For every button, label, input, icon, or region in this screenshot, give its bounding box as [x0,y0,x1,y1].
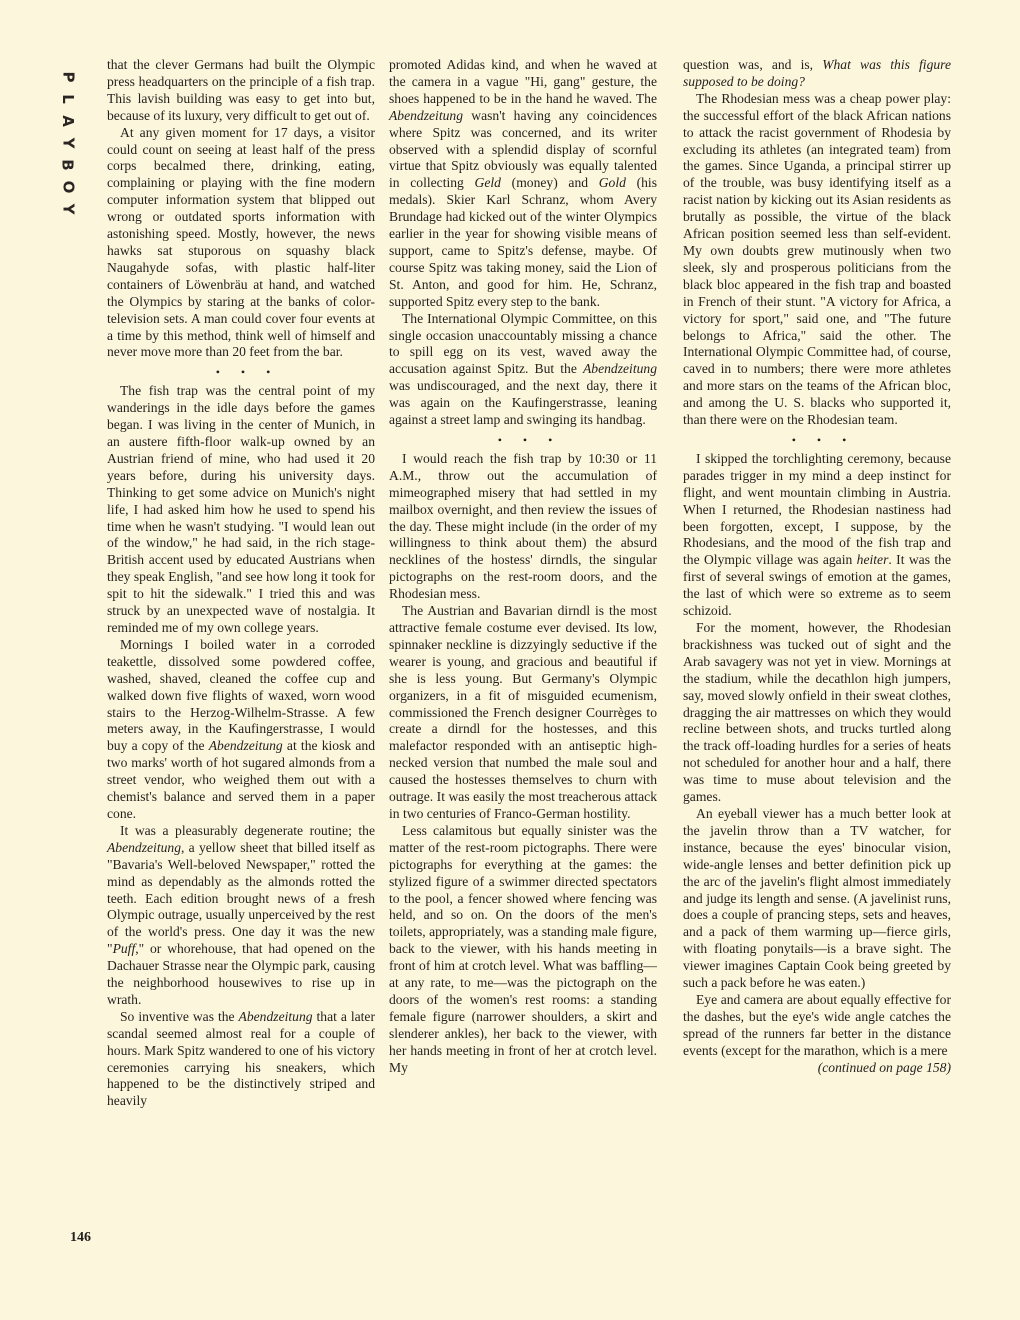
body-paragraph: Less calamitous but equally sinister was the matter of the rest-room pictographs. There were pictographs for everything at the games: the stylized figure of a swimmer directed spectators to the pool, a fencer showed where fencing was held, and so on. On the doors of the men's toilets, appropriately, was a standing male figure, back to the viewer, with his hands meeting in front of him at crotch level. What was baffling—at any rate, to me—was the pictograph on the doors of the women's rest rooms: a standing female figure (narrower shoulders, a skirt and slenderer ankles), her back to the viewer, with her hands meeting in front of her at crotch level. My [389,822,657,1075]
continued-note: (continued on page 158) [817,1059,951,1075]
body-paragraph: At any given moment for 17 days, a visitor could count on seeing at least half of the press corps becalmed there, drinking, eating, complaining or playing with the fine modern computer information system that blipped out wrong or outdated sports information with astonishing speed. Mostly, however, the news hawks sat stuporous on squashy black Naugahyde sofas, with plastic half-liter containers of Löwenbräu at hand, and watched the Olympics by staring at the banks of color-television sets. A man could cover four events at a time by this method, think well of himself and never move more than 20 feet from the bar. [107,124,375,360]
text-column-3 [683,57,951,1076]
masthead-letter: Y [59,203,77,215]
text-column-2 [389,57,657,1076]
masthead-letter: P [59,71,77,83]
body-paragraph: Mornings I boiled water in a corroded teakettle, dissolved some powdered coffee, washed, shaved, cleaned the coffee cup and walked down five flights of waxed, worn wood stairs to the Herzog-Wilhelm-Strasse. A few meters away, in the Kaufingerstrasse, I would buy a copy of the Abendzeitung at the kiosk and two marks' worth of hot sugared almonds from a street vendor, who weighed them out with a chemist's balance and served them in a paper cone. [107,636,375,821]
body-paragraph: For the moment, however, the Rhodesian brackishness was tucked out of sight and the Arab savagery was not yet in view. Mornings at the stadium, while the decathlon high jumpers, say, moved slowly onfield in their sweat clothes, dragging the air mattresses on which they would recline between shots, and trucks turtled along the track off-loading hurdles for a series of heats not scheduled for another hour and a half, there was time to muse about television and the games. [683,620,951,805]
section-separator: • • • [215,365,280,380]
body-paragraph: The Austrian and Bavarian dirndl is the most attractive female costume ever devised. Its low, spinnaker neckline is dizzyingly seductive if the wearer is young, and gracious and beautiful if she is less young. But Germany's Olympic organizers, in a fit of misguided ecumenism, commissioned the French designer Courrèges to create a dirndl for the hostesses, and this malefactor responded with an antiseptic high-necked version that numbed the male soul and caused the hostesses themselves to churn with outrage. It was easily the most treacherous attack in two centuries of Franco-German hostility. [389,603,657,821]
body-paragraph: The Rhodesian mess was a cheap power play: the successful effort of the black African nations to attack the racist government of Rhodesia by excluding its athletes (an integrated team) from the games. Since Uganda, a principal stirrer up of the trouble, was busy identifying itself as a racist nation by kicking out its Asian residents as brutally as possible, the virtue of the black African position seemed less than self-evident. My own doubts grew mutinously when two sleek, sly and prosperous politicians from the black bloc appeared in the fish trap and boasted in French of their stunt. "A victory for Africa, a victory for sport," said one, and "The future belongs to Africa," said the other. The International Olympic Committee had, of course, caved in to numbers; there were more athletes and more stars on the teams of the African bloc, and among the U. S. blacks who supported it, than there were on the Rhodesian team. [683,90,951,428]
body-paragraph: I would reach the fish trap by 10:30 or 11 A.M., throw out the accumulation of mimeographed misery that had settled in my mailbox overnight, and then review the issues of the day. These might include (in the order of my willingness to think about them) the absurd necklines of the hostess' dirndls, the singular pictographs on the rest-room doors, and the Rhodesian mess. [389,450,657,602]
magazine-masthead-vertical [56,66,80,220]
masthead-letter: Y [59,137,77,149]
body-paragraph: So inventive was the Abendzeitung that a later scandal seemed almost real for a couple of hours. Mark Spitz wandered to one of his victory ceremonies carrying his sneakers, which happened to be the distinctively striped and heavily [107,1008,375,1109]
page-number: 146 [70,1230,91,1245]
body-paragraph: Eye and camera are about equally effective for the dashes, but the eye's wide angle catches the spread of the runners far better in the distance events (except for the marathon, which is a mere [683,991,951,1058]
body-paragraph: An eyeball viewer has a much better look at the javelin throw than a TV watcher, for instance, because the eyes' binocular vision, wide-angle lenses and better definition pick up the arc of the javelin's flight almost immediately and judge its length and sense. (A javelinist runs, does a couple of prancing steps, sets and heaves, and a pack of them warming up—fierce girls, with floating ponytails—is a brave sight. The viewer imagines Captain Cook being greeted by such a pack before he was eaten.) [683,805,951,991]
masthead-letter: B [59,159,77,171]
section-separator: • • • [497,432,562,447]
text-column-1 [107,57,375,1110]
section-separator: • • • [791,432,856,447]
masthead-letter: O [58,180,77,194]
masthead-letter: L [59,94,77,104]
body-paragraph: question was, and is, What was this figure supposed to be doing? [683,57,952,89]
body-paragraph: The International Olympic Committee, on this single occasion unaccountably missing a chance to spill egg on its vest, waved away the accusation against Spitz. But the Abendzeitung was undiscouraged, and the next day, there it was again on the Kaufingerstrasse, leaning against a street lamp and swinging its handbag. [389,310,657,428]
body-paragraph: It was a pleasurably degenerate routine; the Abendzeitung, a yellow sheet that billed itself as "Bavaria's Well-beloved Newspaper," rotted the mind as dependably as the almonds rotted the teeth. Each edition brought news of a fresh Olympic outrage, usually unperceived by the rest of the world's press. One day it was the new "Puff," or whorehouse, that had opened on the Dachauer Strasse near the Olympic park, causing the neighborhood housewives to rise up in wrath. [107,822,375,1007]
masthead-letter: A [58,115,77,127]
body-paragraph: I skipped the torchlighting ceremony, because parades trigger in my mind a deep instinct for flight, and went mountain climbing in Austria. When I returned, the Rhodesian nastiness had been forgotten, except, I suppose, by the Rhodesians, and the mood of the fish trap and the Olympic village was again heiter. It was the first of several swings of emotion at the games, the last of which were so extreme as to seem schizoid. [683,450,951,619]
body-paragraph: The fish trap was the central point of my wanderings in the idle days before the games began. I was living in the center of Munich, in an austere fifth-floor walk-up owned by an Austrian friend of mine, who had used it 20 years before, during his university days. Thinking to get some advice on Munich's night life, I had asked him how he used to spend his time when he wasn't studying. "I would lean out of the window," he had said, in the rich stage-British accent used by educated Austrians when they speak English, "and see how long it took for spit to hit the sidewalk." I tried this and was struck by an unexpected wave of nostalgia. It reminded me of my own college years. [107,383,375,635]
body-paragraph: that the clever Germans had built the Olympic press headquarters on the principle of a fish trap. This lavish building was easy to get into but, because of its luxury, very difficult to get out of. [107,57,375,123]
body-paragraph: promoted Adidas kind, and when he waved at the camera in a vague "Hi, gang" gesture, the shoes happened to be in the hand he waved. The Abendzeitung wasn't having any coincidences where Spitz was concerned, and its writer observed with a splendid display of scornful virtue that Spitz obviously was equally talented in collecting Geld (money) and Gold (his medals). Skier Karl Schranz, whom Avery Brundage had kicked out of the winter Olympics earlier in the year for showing visible means of support, came to Spitz's defense, maybe. Of course Spitz was taking money, said the Lion of St. Anton, and good for him. He, Schranz, supported Spitz every step to the bank. [389,57,657,309]
